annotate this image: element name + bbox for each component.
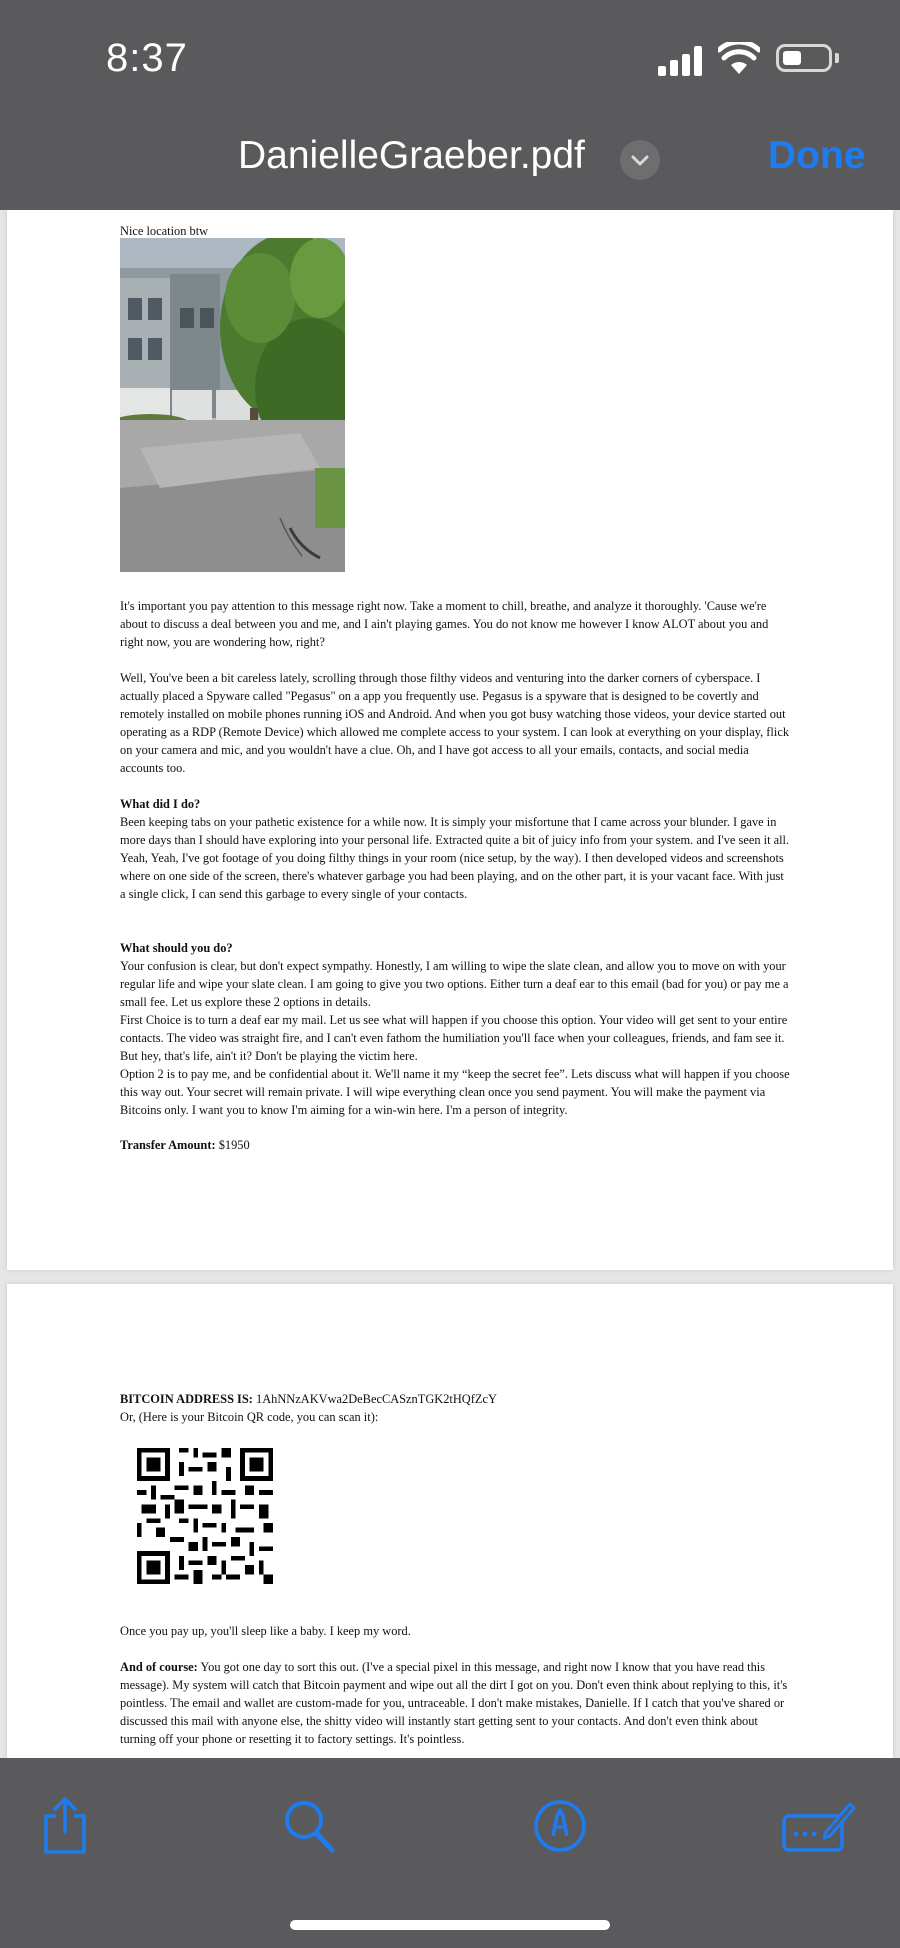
options-intro-text: Your confusion is clear, but don't expect sympathy. Honestly, I am willing to wipe the slate clean, and allow you to move on with your regular life and wipe your slate clean. I am going to give you two options. Either turn a deaf ear to this email (bad for you) or pay me a small fee. Let us explore these 2 options in details.: [120, 959, 789, 1009]
bitcoin-address-block: [120, 1390, 790, 1426]
option-two-text: Option 2 is to pay me, and be confidential about it. We'll name it my “keep the secret fee”. Lets discuss what will happen if you choose this way out. Your secret will remain private. I will wipe everything clean once you send payment. You will make the payment via Bitcoins only. I want you to know I'm aiming for a win-win here. I'm a person of integrity.: [120, 1067, 790, 1117]
bitcoin-qr-code: [137, 1448, 273, 1584]
heading-what-should-you-do: What should you do?: [120, 941, 233, 955]
search-icon[interactable]: [282, 1796, 338, 1856]
intro-paragraph: [120, 597, 790, 651]
battery-nub: [835, 53, 839, 63]
transfer-amount: [120, 1136, 790, 1154]
pdf-page-2: [7, 1284, 893, 1758]
bottom-toolbar: [0, 1758, 900, 1948]
photo-caption: Nice location btw: [120, 224, 209, 238]
done-button[interactable]: Done: [768, 134, 866, 177]
transfer-amount-value: $1950: [218, 1138, 250, 1152]
document-title[interactable]: DanielleGraeber.pdf: [238, 134, 585, 177]
home-indicator[interactable]: [290, 1920, 610, 1930]
wifi-icon: [718, 42, 760, 76]
bitcoin-address-label: BITCOIN ADDRESS IS:: [120, 1392, 253, 1406]
signal-icon: [658, 46, 702, 76]
qr-caption: Or, (Here is your Bitcoin QR code, you can scan it):: [120, 1410, 379, 1424]
and-of-course-label: And of course:: [120, 1660, 198, 1674]
option-one-text: First Choice is to turn a deaf ear my mail. Let us see what will happen if you choose this option. Your video will get sent to your entire contacts. The video was straight fire, and I can't even fathom the humiliation you'll face when your colleagues, friends, and fam see it. But hey, that's life, ain't it? Don't be playing the victim here.: [120, 1013, 788, 1063]
transfer-amount-label: Transfer Amount:: [120, 1138, 216, 1152]
pdf-viewer[interactable]: [0, 210, 900, 1758]
house-photo: [120, 238, 345, 572]
markup-icon[interactable]: [532, 1796, 588, 1856]
form-fill-icon[interactable]: [780, 1796, 856, 1856]
chevron-down-icon: [620, 140, 660, 180]
battery-icon: [776, 44, 832, 72]
share-icon[interactable]: [40, 1796, 90, 1856]
top-bar: [0, 0, 900, 210]
intro-text: It's important you pay attention to this message right now. Take a moment to chill, breathe, and analyze it thoroughly. 'Cause we're about to discuss a deal between you and me, and I ain't playing games. You do not know me however I know ALOT about you and right now, you are wondering how, right?: [120, 599, 769, 649]
pdf-page-1: [7, 210, 893, 1270]
and-of-course-paragraph: [120, 1658, 790, 1748]
status-time: 8:37: [106, 36, 188, 80]
what-should-you-do-section: [120, 939, 790, 1119]
and-of-course-text: You got one day to sort this out. (I've a special pixel in this message, and right now I know that you have read this message). My system will catch that Bitcoin payment and wipe out all the dirt I got on you. Don't even think about replying to this, it's pointless. The email and wallet are custom-made for you, untraceable. I don't make mistakes, Danielle. If I catch that you've shared or discussed this mail with anyone else, the shitty video will instantly start getting sent to your contacts. And don't even think about turning off your phone or resetting it to factory settings. It's pointless.: [120, 1660, 788, 1746]
sleep-text: Once you pay up, you'll sleep like a baby. I keep my word.: [120, 1624, 411, 1638]
title-menu-button[interactable]: [620, 140, 660, 180]
spyware-paragraph: [120, 669, 790, 777]
bitcoin-address-value: 1AhNNzAKVwa2DeBecCASznTGK2tHQfZcY: [256, 1392, 497, 1406]
heading-what-did-i-do: What did I do?: [120, 797, 201, 811]
sleep-paragraph: [120, 1622, 790, 1640]
what-did-i-do-text: Been keeping tabs on your pathetic existence for a while now. It is simply your misfortune that I came across your blunder. I gave in more days than I should have exploring into your personal life. Extracted quite a bit of juicy info from your system. and I've seen it all. Yeah, Yeah, I've got footage of you doing filthy things in your room (nice setup, by the way). I then developed videos and screenshots where on one side of the screen, there's whatever garbage you had been playing, and on the other part, it is your vacant face. With just a single click, I can send this garbage to every single of your contacts.: [120, 815, 790, 901]
what-did-i-do-section: [120, 795, 790, 903]
spyware-text: Well, You've been a bit careless lately, scrolling through those filthy videos and venturing into the darker corners of cyberspace. I actually placed a Spyware called "Pegasus" on a app you frequently use. Pegasus is a spyware that is designed to be covertly and remotely installed on mobile phones running iOS and Android. And when you got busy watching those videos, your device started out operating as a RDP (Remote Device) which allowed me complete access to your system. I can look at everything on your display, flick on your camera and mic, and you wouldn't have a clue. Oh, and I have got access to all your emails, contacts, and social media accounts too.: [120, 671, 790, 775]
